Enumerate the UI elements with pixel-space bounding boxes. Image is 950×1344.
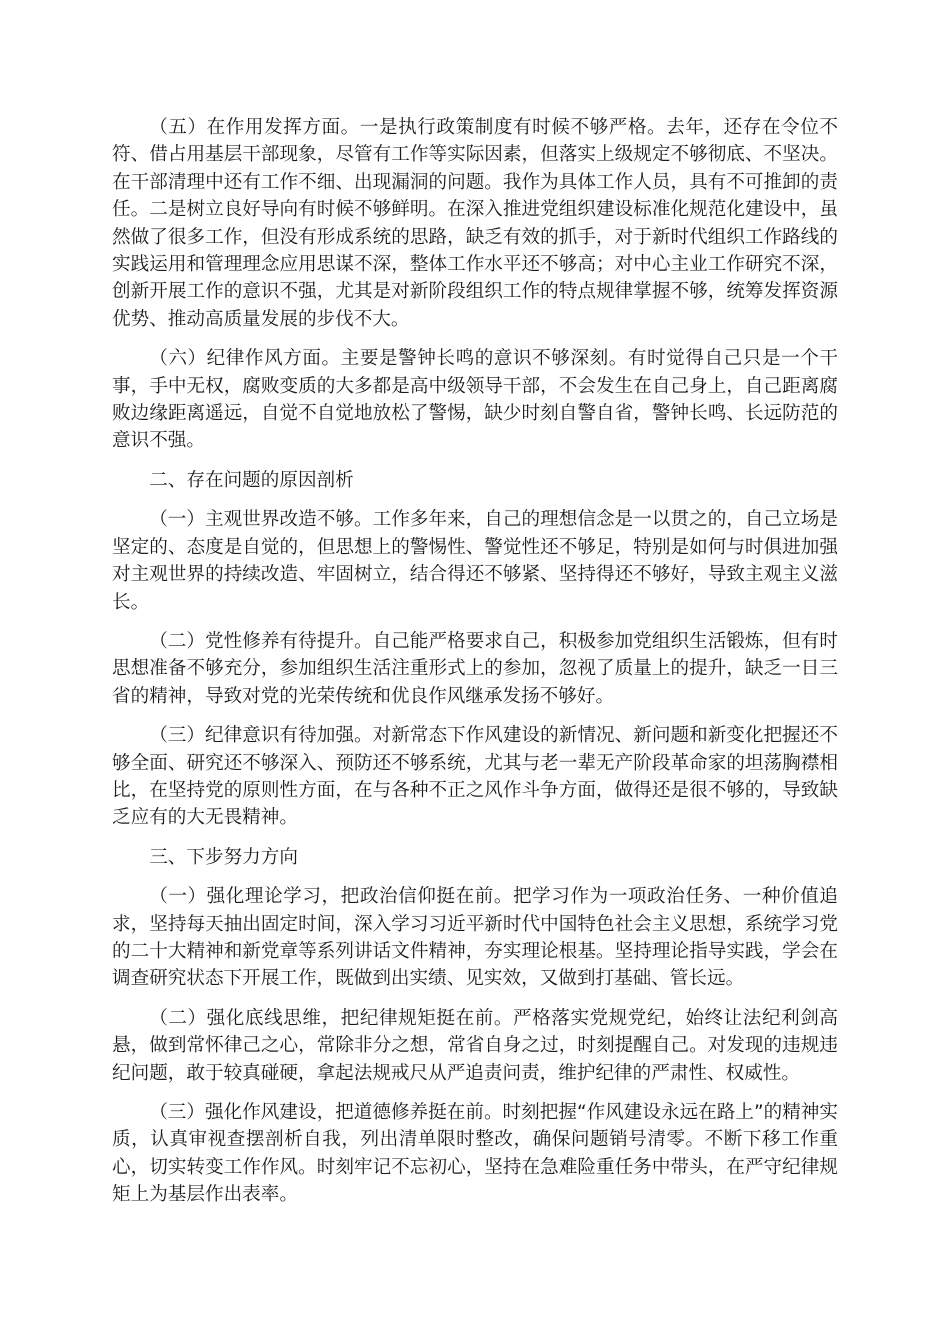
paragraph-3-3-work-style: （三）强化作风建设，把道德修养挺在前。时刻把握“作风建设永远在路上”的精神实质，认真审视查摆剖析自我，列出清单限时整改，确保问题销号清零。不断下移工作重心，切实转变工作作风。时刻牢记不忘初心，坚持在急难险重任务中带头，在严守纪律规矩上为基层作出表率。: [112, 1102, 838, 1206]
paragraph-2-3-discipline-awareness: （三）纪律意识有待加强。对新常态下作风建设的新情况、新问题和新变化把握还不够全面、研究还不够深入、预防还不够系统，尤其与老一辈无产阶段革命家的坦荡胸襟相比，在坚持党的原则性方面，在与各种不正之风作斗争方面，做得还是很不够的，导致缺乏应有的大无畏精神。: [112, 725, 838, 829]
paragraph-3-2-bottom-line: （二）强化底线思维，把纪律规矩挺在前。严格落实党规党纪，始终让法纪利剑高悬，做到常怀律己之心，常除非分之想，常省自身之过，时刻提醒自己。对发现的违规违纪问题，敢于较真碰硬，拿起法规戒尺从严追责问责，维护纪律的严肃性、权威性。: [112, 1007, 838, 1084]
section-heading-2-cause-analysis: 二、存在问题的原因剖析: [149, 469, 354, 491]
paragraph-1-6-discipline-style: （六）纪律作风方面。主要是警钟长鸣的意识不够深刻。有时觉得自己只是一个干事，手中无权，腐败变质的大多都是高中级领导干部，不会发生在自己身上，自己距离腐败边缘距离遥远，自觉不自觉地放松了警惕，缺少时刻自警自省，警钟长鸣、长远防范的意识不强。: [112, 348, 838, 452]
paragraph-3-1-theory-study: （一）强化理论学习，把政治信仰挺在前。把学习作为一项政治任务、一种价值追求，坚持每天抽出固定时间，深入学习习近平新时代中国特色社会主义思想，系统学习党的二十大精神和新党章等系列讲话文件精神，夯实理论根基。坚持理论指导实践，学会在调查研究状态下开展工作，既做到出实绩、见实效，又做到打基础、管长远。: [112, 886, 838, 990]
paragraph-1-5-role-function: （五）在作用发挥方面。一是执行政策制度有时候不够严格。去年，还存在令位不符、借占用基层干部现象，尽管有工作等实际因素，但落实上级规定不够彻底、不坚决。在干部清理中还有工作不细、出现漏洞的问题。我作为具体工作人员，具有不可推卸的责任。二是树立良好导向有时候不够鲜明。在深入推进党组织建设标准化规范化建设中，虽然做了很多工作，但没有形成系统的思路，缺乏有效的抓手，对于新时代组织工作路线的实践运用和管理理念应用思谋不深，整体工作水平还不够高；对中心主业工作研究不深，创新开展工作的意识不强，尤其是对新阶段组织工作的特点规律掌握不够，统筹发挥资源优势、推动高质量发展的步伐不大。: [112, 117, 838, 330]
section-heading-3-next-steps: 三、下步努力方向: [149, 846, 298, 868]
paragraph-2-1-subjective-world: （一）主观世界改造不够。工作多年来，自己的理想信念是一以贯之的，自己立场是坚定的、态度是自觉的，但思想上的警惕性、警觉性还不够足，特别是如何与时俱进加强对主观世界的持续改造、牢固树立，结合得还不够紧、坚持得还不够好，导致主观主义滋长。: [112, 509, 838, 613]
paragraph-2-2-party-spirit: （二）党性修养有待提升。自己能严格要求自己，积极参加党组织生活锻炼，但有时思想准备不够充分，参加组织生活注重形式上的参加，忽视了质量上的提升，缺乏一日三省的精神，导致对党的光荣传统和优良作风继承发扬不够好。: [112, 630, 838, 707]
document-body: [112, 114, 838, 1221]
